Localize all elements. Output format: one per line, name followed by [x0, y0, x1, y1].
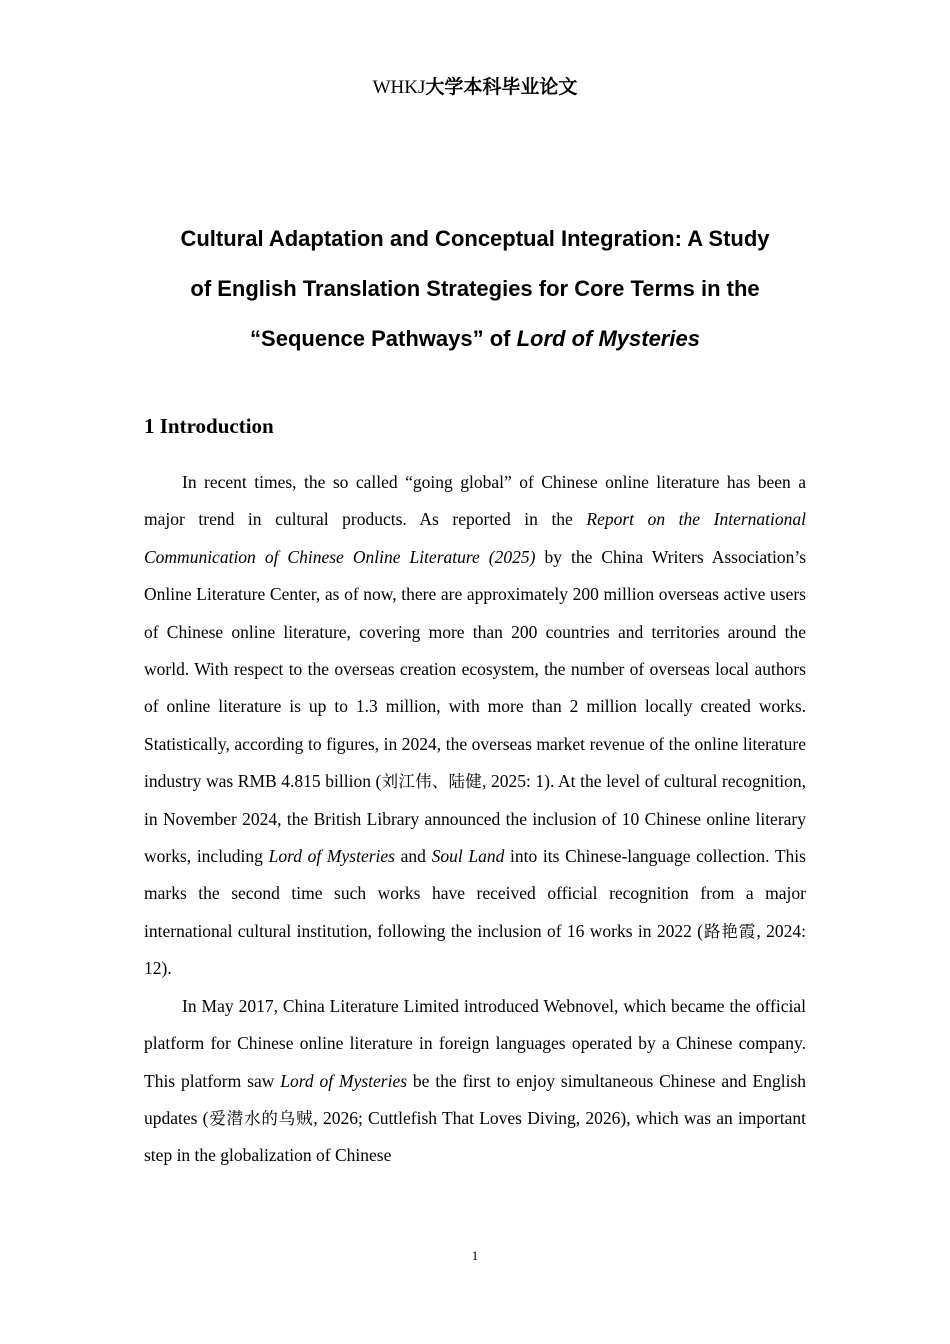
paragraph-1-text-a: In recent times, the so called “going global” of Chinese online literature has been a major trend in cultural products. As reported in the [144, 472, 806, 530]
paragraph-2-text-c: , 2026; Cuttlefish That Loves Diving, 2026), which was an important step in the globalization of Chinese [144, 1107, 806, 1166]
page-number: 1 [471, 1248, 479, 1263]
paragraph-1-text-e: into its Chinese-language collection. This marks the second time such works have received official recognition from a major international cultural institution, following the inclusion of 16 works in 2022 ( [144, 846, 806, 941]
citation-author-cjk: 路艳霞 [703, 921, 757, 941]
citation-author-cjk: 爱潜水的乌贼 [208, 1108, 314, 1128]
paper-title-line-3 [130, 314, 820, 364]
paper-title [130, 214, 820, 364]
header-thesis-label: 大学本科毕业论文 [425, 76, 578, 98]
report-title: Report on the International Communication of Chinese Online Literature (2025) [144, 509, 806, 567]
paragraph-1 [144, 464, 806, 988]
body-text [144, 464, 806, 1175]
paragraph-1-text-d: and [394, 846, 432, 867]
work-title-lord-of-mysteries: Lord of Mysteries [268, 846, 395, 867]
paragraph-2-text-b: be the first to enjoy simultaneous Chinese and English updates ( [144, 1070, 807, 1128]
paper-title-line-2: of English Translation Strategies for Core Terms in the [190, 276, 760, 301]
paragraph-1-text-b: by the China Writers Association’s Online Literature Center, as of now, there are approximately 200 million overseas active users of Chinese online literature, covering more than 200 countries and territories around the world. With respect to the overseas creation ecosystem, the number of overseas local authors of online literature is up to 1.3 million, with more than 2 million locally created works. Statistically, according to figures, in 2024, the overseas market revenue of the online literature industry was RMB 4.815 billion ( [144, 546, 806, 792]
work-title-lord-of-mysteries: Lord of Mysteries [280, 1070, 408, 1091]
paragraph-2-text-a: In May 2017, China Literature Limited introduced Webnovel, which became the official platform for Chinese online literature in foreign languages operated by a Chinese company. This platform saw [144, 995, 806, 1091]
paragraph-1-text-f: , 2024: 12). [144, 920, 806, 979]
work-title-soul-land: Soul Land [431, 846, 505, 867]
section-heading: 1 Introduction [144, 414, 274, 438]
paper-title-line-1: Cultural Adaptation and Conceptual Integration: A Study [180, 226, 770, 251]
paragraph-1-text-c: , 2025: 1). At the level of cultural recognition, in November 2024, the British Library announced the inclusion of 10 Chinese online literary works, including [144, 771, 807, 867]
running-header [0, 74, 950, 101]
paragraph-2 [144, 988, 806, 1175]
paper-title-work-name: Lord of Mysteries [516, 326, 700, 351]
citation-authors-cjk: 刘江伟、陆健 [381, 772, 482, 792]
paper-title-line-3-text: “Sequence Pathways” of [250, 326, 517, 351]
header-institution-code: WHKJ [372, 77, 426, 98]
